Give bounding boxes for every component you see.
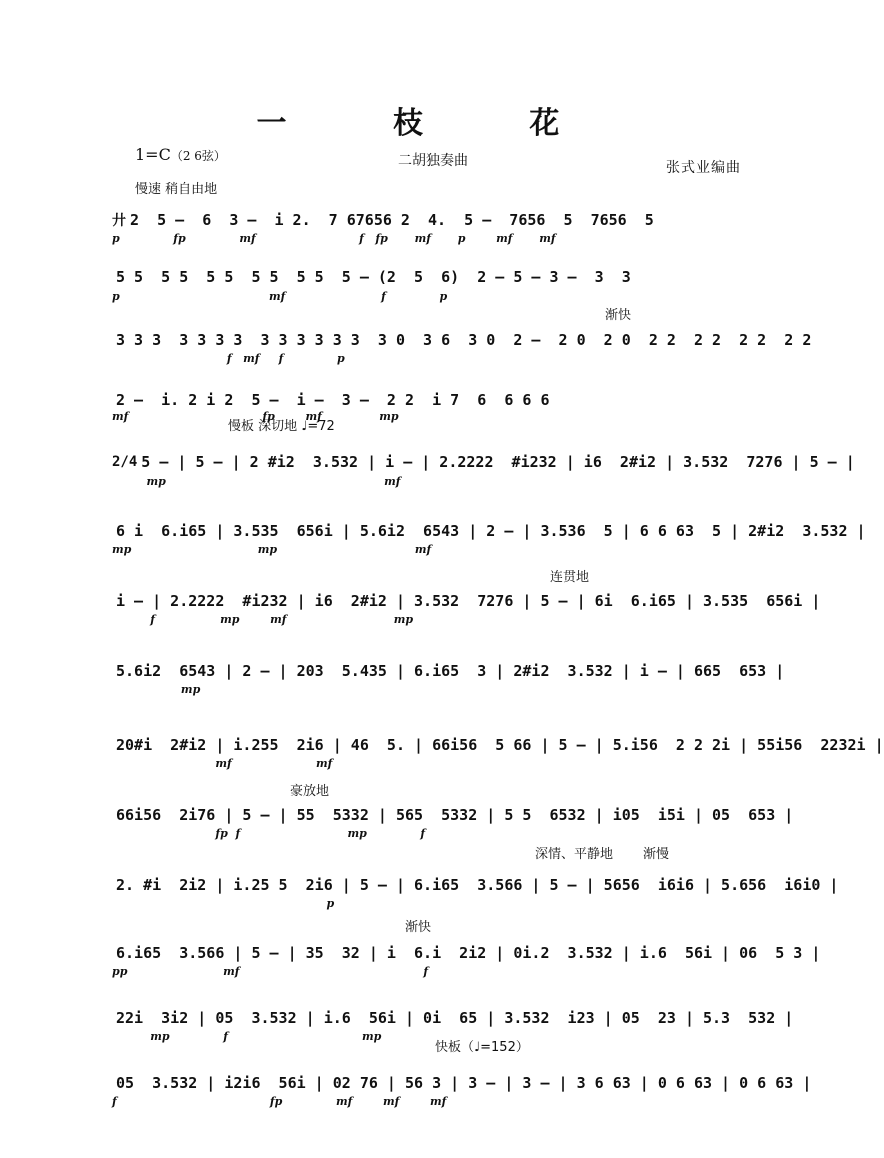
tempo-mark: 快板（♩=152）	[435, 1040, 529, 1055]
tempo-mark: 慢板 深切地 ♩=72	[228, 419, 335, 434]
score-row	[112, 1003, 794, 1033]
tempo-mark: 慢速 稍自由地	[135, 182, 218, 197]
row-notes: i – | 2.2222 #i232 | i6 2#i2 | 3.532 7276 | 5 – | 6i 6.i65 | 3.535 656i |	[116, 592, 821, 610]
row-notes: 20#i 2#i2 | i.255 2i6 | 46 5. | 66i56 5 66 | 5 – | 5.i56 2 2 2i | 55i56 2232i |	[116, 736, 884, 754]
dynamics-line: mp	[112, 683, 201, 696]
score-row	[112, 447, 855, 477]
row-notes: 5.6i2 6543 | 2 – | 203 5.435 | 6.i65 3 | 2#i2 3.532 | i – | 665 653 |	[116, 662, 785, 680]
dynamics-line: p fp mf f fp mf p mf mf	[112, 232, 556, 245]
key-signature	[135, 145, 226, 164]
score-row	[112, 516, 866, 546]
row-notes: 2 5 – 6 3 – i 2. 7 67656 2 4. 5 – 7656 5 7656 5	[130, 211, 654, 229]
tempo-mark: 渐快	[405, 920, 432, 935]
composer: 张式业编曲	[666, 160, 741, 176]
dynamics-line: p mf f p	[112, 290, 448, 303]
dynamics-line: f fp mf mf mf	[112, 1095, 447, 1108]
dynamics-line: pp mf f	[112, 965, 429, 978]
key-label: 1=C	[135, 145, 171, 164]
row-notes: 2. #i 2i2 | i.25 5 2i6 | 5 – | 6.i65 3.566 | 5 – | 5656 i6i6 | 5.656 i6i0 |	[116, 876, 839, 894]
row-notes: 5 5 5 5 5 5 5 5 5 5 5 – (2 5 6) 2 – 5 – 3 – 3 3	[116, 268, 631, 286]
row-notes: 22i 3i2 | 05 3.532 | i.6 56i | 0i 65 | 3.532 i23 | 05 23 | 5.3 532 |	[116, 1009, 794, 1027]
dynamics-line: mf mf	[112, 757, 333, 770]
score-row	[112, 870, 839, 900]
dynamics-line: mp f mp	[112, 1030, 382, 1043]
score-row	[112, 800, 794, 830]
row-notes: 6.i65 3.566 | 5 – | 35 32 | i 6.i 2i2 | 0i.2 3.532 | i.6 56i | 06 5 3 |	[116, 944, 821, 962]
row-notes: 6 i 6.i65 | 3.535 656i | 5.6i2 6543 | 2 – | 3.536 5 | 6 6 63 5 | 2#i2 3.532 |	[116, 522, 866, 540]
tempo-mark: 渐慢	[643, 847, 670, 862]
dynamics-line: mf fp mf mp	[112, 410, 399, 423]
score-row	[112, 586, 821, 616]
subtitle: 二胡独奏曲	[398, 153, 468, 169]
score-row	[112, 1068, 812, 1098]
tempo-mark: 渐快	[605, 308, 632, 323]
row-notes: 05 3.532 | i2i6 56i | 02 76 | 56 3 | 3 – | 3 – | 3 6 63 | 0 6 63 | 0 6 63 |	[116, 1074, 812, 1092]
dynamics-line: p	[112, 897, 335, 910]
score-row	[112, 730, 884, 760]
score-row	[112, 325, 812, 355]
score-row	[112, 656, 785, 686]
dynamics-line: f mf f p	[112, 352, 345, 365]
piece-title: 一 枝 花	[256, 106, 608, 141]
dynamics-line: mp mp mf	[112, 543, 432, 556]
tempo-mark: 豪放地	[290, 784, 330, 799]
row-prefix: 廾	[112, 213, 126, 229]
dynamics-line: fp f mp f	[112, 827, 426, 840]
dynamics-line: f mp mf mp	[112, 613, 414, 626]
row-notes: 66i56 2i76 | 5 – | 55 5332 | 565 5332 | 5 5 6532 | i05 i5i | 05 653 |	[116, 806, 794, 824]
tempo-mark: 深情、平静地	[535, 847, 614, 862]
dynamics-line: mp mf	[112, 475, 401, 488]
tuning-label: （2 6弦）	[170, 149, 226, 163]
row-notes: 3 3 3 3 3 3 3 3 3 3 3 3 3 3 0 3 6 3 0 2 – 2 0 2 0 2 2 2 2 2 2 2 2	[116, 331, 812, 349]
tempo-mark: 连贯地	[550, 570, 590, 585]
row-prefix: 2/4	[112, 454, 138, 470]
score-row	[112, 205, 752, 235]
score-row	[112, 938, 821, 968]
score-row	[112, 262, 752, 292]
row-notes: 2 – i. 2 i 2 5 – i – 3 – 2 2 i 7 6 6 6 6	[116, 391, 550, 409]
row-notes: 5 – | 5 – | 2 #i2 3.532 | i – | 2.2222 #i232 | i6 2#i2 | 3.532 7276 | 5 – |	[141, 453, 855, 471]
